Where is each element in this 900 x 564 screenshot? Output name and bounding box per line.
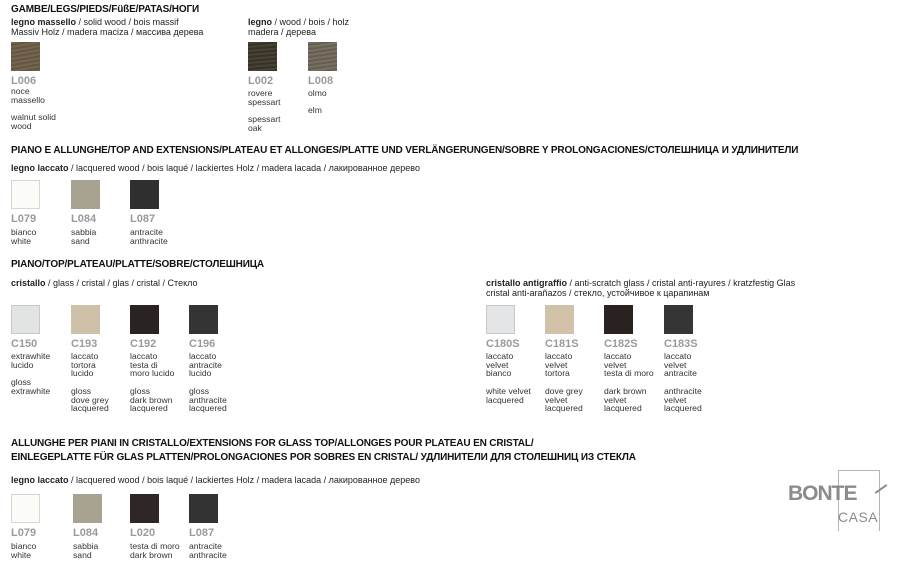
swatch-code: L002 (248, 75, 274, 87)
swatch-l006 (11, 42, 40, 71)
glass-ext-heading-2: EINLEGEPLATTE FÜR GLAS PLATTEN/PROLONGACIONES POR SOBRES EN CRISTAL/ УДЛИНИТЕЛИ ДЛЯ СТОЛЕШНИЦ ИЗ СТЕКЛА (11, 452, 636, 463)
bonte-casa-logo (788, 468, 896, 532)
swatch-desc: laccato velvet bianco white velvet lacquered (486, 351, 531, 405)
swatch-desc: sabbia sand (73, 541, 99, 560)
swatch-desc: noce massello walnut solid wood (11, 86, 56, 131)
antigraffio-label (486, 278, 795, 298)
swatch-desc: bianco white (11, 227, 37, 246)
swatch-desc: extrawhite lucido gloss extrawhite (11, 351, 51, 396)
swatch-code: C196 (189, 338, 216, 350)
top-ext-bold: legno laccato (11, 163, 69, 173)
swatch-code: L084 (73, 527, 99, 539)
glass-ext-rest: / lacquered wood / bois laqué / lackiertes Holz / madera lacada / лакированное дерево (68, 475, 420, 485)
swatch-code: L084 (71, 213, 97, 225)
swatch-desc: bianco white (11, 541, 37, 560)
swatch-desc: rovere spessart spessart oak (248, 88, 281, 133)
swatch-code: L087 (189, 527, 215, 539)
swatch-desc: laccato antracite lucido gloss anthracite lacquered (189, 351, 227, 414)
logo-brand: BONTE (788, 482, 857, 505)
swatch-code: C193 (71, 338, 98, 350)
swatch-c182s (604, 305, 633, 334)
legs-massello-rest: / solid wood / bois massif (76, 17, 179, 27)
swatch-code: L087 (130, 213, 156, 225)
swatch-code: L079 (11, 213, 37, 225)
antigraffio-rest: / anti-scratch glass / cristal anti-rayures / kratzfestig Glas (567, 278, 796, 288)
swatch-desc: laccato tortora lucido gloss dove grey lacquered (71, 351, 109, 414)
cristallo-bold: cristallo (11, 278, 46, 288)
swatch-code: C183S (664, 338, 698, 350)
legs-heading: GAMBE/LEGS/PIEDS/FüßE/PATAS/НОГИ (11, 4, 200, 15)
swatch-desc: olmo elm (308, 88, 327, 116)
top-ext-rest: / lacquered wood / bois laqué / lackiertes Holz / madera lacada / лакированное дерево (68, 163, 420, 173)
legs-massello-label (11, 17, 203, 37)
swatch-c181s (545, 305, 574, 334)
cristallo-rest: / glass / cristal / glas / cristal / Стекло (45, 278, 198, 288)
swatch-l087 (130, 180, 159, 209)
swatch-l084 (71, 180, 100, 209)
swatch-l079 (11, 180, 40, 209)
swatch-code: C150 (11, 338, 38, 350)
swatch-desc: testa di moro dark brown (130, 541, 180, 560)
swatch-desc: laccato velvet antracite anthracite velvet lacquered (664, 351, 702, 414)
swatch-code: C181S (545, 338, 579, 350)
legs-legno-rest: / wood / bois / holz (272, 17, 350, 27)
top-ext-label (11, 163, 420, 173)
swatch-desc: laccato testa di moro lucido gloss dark brown lacquered (130, 351, 175, 414)
swatch-l002 (248, 42, 277, 71)
antigraffio-bold: cristallo antigraffio (486, 278, 568, 288)
cristallo-label (11, 278, 197, 288)
swatch-desc: antracite anthracite (189, 541, 227, 560)
swatch-desc: laccato velvet tortora dove grey velvet lacquered (545, 351, 583, 414)
glass-ext-heading-1: ALLUNGHE PER PIANI IN CRISTALLO/EXTENSIONS FOR GLASS TOP/ALLONGES POUR PLATEAU EN CRISTAL/ (11, 438, 534, 449)
top-ext-heading: PIANO E ALLUNGHE/TOP AND EXTENSIONS/PLATEAU ET ALLONGES/PLATTE UND VERLÄNGERUNGEN/SOBRE Y PROLONGACIONES/СТОЛЕШНИЦА И УДЛИНИТЕЛИ (11, 145, 799, 156)
legs-massello-bold: legno massello (11, 17, 77, 27)
swatch-c193 (71, 305, 100, 334)
swatch-desc: sabbia sand (71, 227, 97, 246)
swatch-code: L008 (308, 75, 334, 87)
glass-ext-bold: legno laccato (11, 475, 69, 485)
swatch-l084 (73, 494, 102, 523)
swatch-code: L006 (11, 75, 37, 87)
swatch-code: L079 (11, 527, 37, 539)
swatch-code: C182S (604, 338, 638, 350)
swatch-c150 (11, 305, 40, 334)
swatch-c180s (486, 305, 515, 334)
piano-heading: PIANO/TOP/PLATEAU/PLATTE/SOBRE/СТОЛЕШНИЦА (11, 259, 265, 270)
glass-ext-label (11, 475, 420, 485)
swatch-l079 (11, 494, 40, 523)
legs-legno-bold: legno (248, 17, 272, 27)
swatch-c192 (130, 305, 159, 334)
antigraffio-line2: cristal anti-arañazos / стекло, устойчивое к царапинам (486, 288, 710, 298)
swatch-code: C192 (130, 338, 157, 350)
swatch-c183s (664, 305, 693, 334)
legs-legno-label (248, 17, 349, 37)
swatch-c196 (189, 305, 218, 334)
swatch-code: C180S (486, 338, 520, 350)
legs-legno-line2: madera / дерева (248, 27, 316, 37)
logo-sub: CASA (838, 509, 879, 525)
legs-massello-line2: Massiv Holz / madera maciza / массива дерева (11, 27, 204, 37)
swatch-desc: laccato velvet testa di moro dark brown velvet lacquered (604, 351, 654, 414)
swatch-l020 (130, 494, 159, 523)
swatch-code: L020 (130, 527, 156, 539)
swatch-desc: antracite anthracite (130, 227, 168, 246)
swatch-l008 (308, 42, 337, 71)
swatch-l087 (189, 494, 218, 523)
